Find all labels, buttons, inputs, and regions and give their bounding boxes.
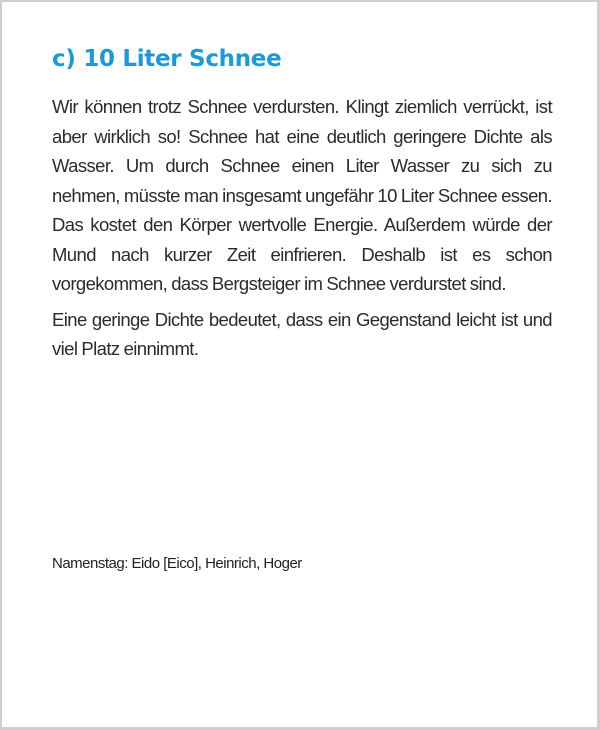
page-title: c) 10 Liter Schnee — [52, 46, 282, 72]
paragraph: Wir können trotz Schnee verdursten. Klingt ziemlich verrückt, ist aber wirklich so! Schnee hat eine deutlich geringere Dichte als Wasser. Um durch Schnee einen Liter Wasser zu sich zu nehmen, müsste man insgesamt ungefähr 10 Liter Schnee essen. Das kostet den Körper wertvolle Energie. Außerdem würde der Mund nach kurzer Zeit einfrieren. Deshalb ist es schon vorgekommen, dass Bergsteiger im Schnee verdurstet sind. — [52, 96, 552, 294]
namenstag-footer: Namenstag: Eido [Eico], Heinrich, Hoger — [52, 555, 302, 572]
paragraph: Eine geringe Dichte bedeutet, dass ein Gegenstand leicht ist und viel Platz einnimmt. — [52, 308, 552, 359]
body-text — [52, 92, 552, 370]
